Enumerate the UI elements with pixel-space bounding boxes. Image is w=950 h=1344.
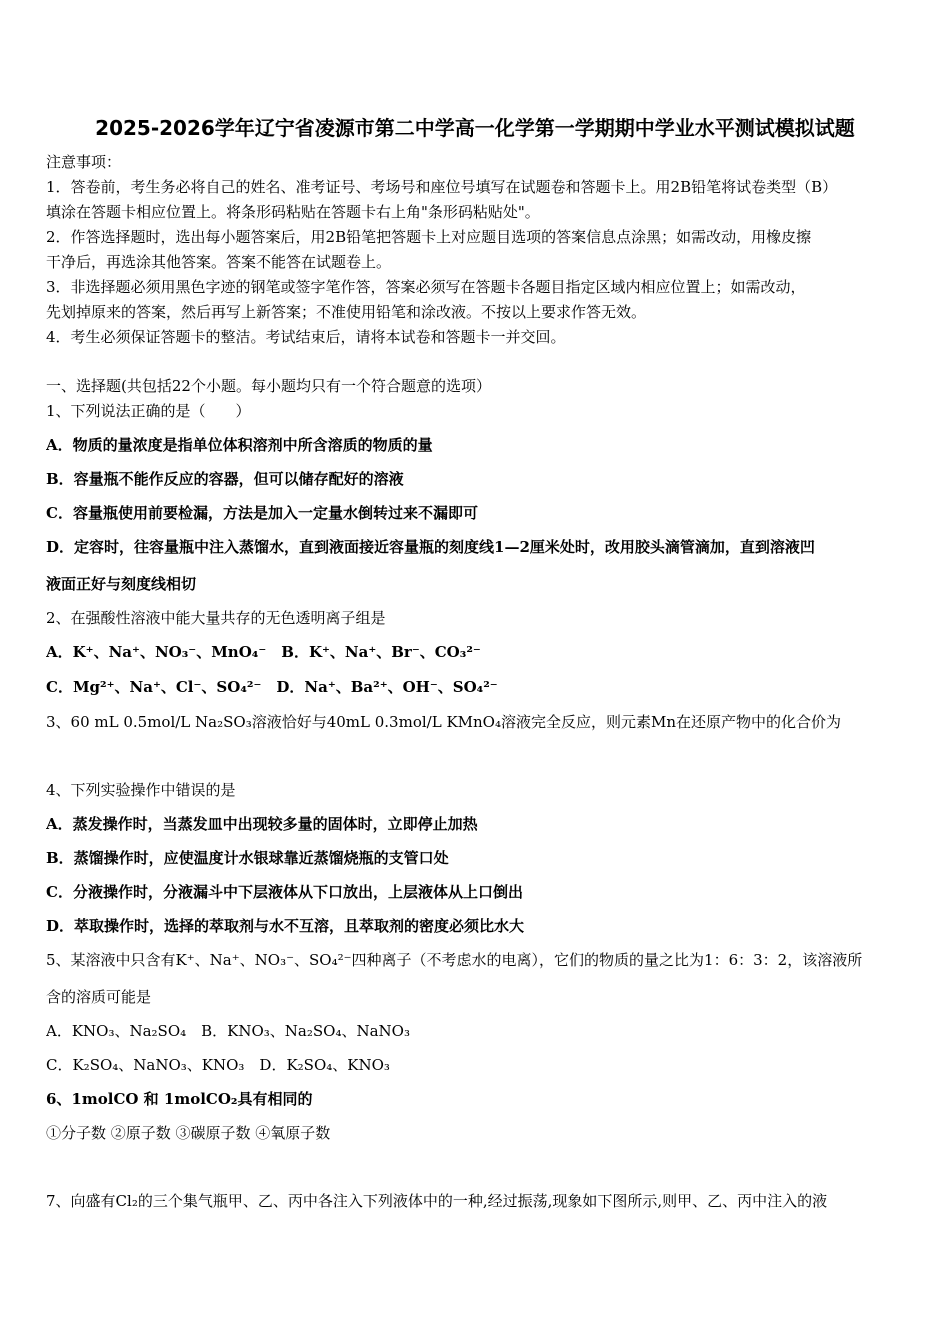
notice-line: 4．考生必须保证答题卡的整洁。考试结束后，请将本试卷和答题卡一并交回。 (46, 328, 566, 346)
question-1-option-d-cont: 液面正好与刻度线相切 (46, 575, 197, 593)
notice-line: 3．非选择题必须用黑色字迹的钢笔或签字笔作答，答案必须写在答题卡各题目指定区域内相应位置上；如需改动， (46, 278, 806, 296)
question-2-options-cd: C．Mg²⁺、Na⁺、Cl⁻、SO₄²⁻ D．Na⁺、Ba²⁺、OH⁻、SO₄²⁻ (46, 678, 498, 696)
question-4-option-d: D．萃取操作时，选择的萃取剂与水不互溶，且萃取剂的密度必须比水大 (46, 917, 525, 935)
question-6-items: ①分子数 ②原子数 ③碳原子数 ④氧原子数 (46, 1124, 331, 1142)
page-title: 2025-2026学年辽宁省凌源市第二中学高一化学第一学期期中学业水平测试模拟试题 (95, 116, 855, 140)
question-1-option-a: A．物质的量浓度是指单位体积溶剂中所含溶质的物质的量 (46, 436, 433, 454)
question-5-options-cd: C．K₂SO₄、NaNO₃、KNO₃ D．K₂SO₄、KNO₃ (46, 1056, 390, 1074)
question-5-stem: 5、某溶液中只含有K⁺、Na⁺、NO₃⁻、SO₄²⁻四种离子（不考虑水的电离），它们的物质的量之比为1：6：3：2，该溶液所 (46, 951, 863, 969)
question-1-option-d: D．定容时，往容量瓶中注入蒸馏水，直到液面接近容量瓶的刻度线1—2厘米处时，改用胶头滴管滴加，直到溶液凹 (46, 538, 815, 556)
question-1-option-c: C．容量瓶使用前要检漏，方法是加入一定量水倒转过来不漏即可 (46, 504, 478, 522)
section-heading: 一、选择题(共包括22个小题。每小题均只有一个符合题意的选项） (46, 377, 491, 395)
question-5-stem-cont: 含的溶质可能是 (46, 988, 152, 1006)
question-4-option-a: A．蒸发操作时，当蒸发皿中出现较多量的固体时，立即停止加热 (46, 815, 478, 833)
question-7-stem: 7、向盛有Cl₂的三个集气瓶甲、乙、丙中各注入下列液体中的一种,经过振荡,现象如下图所示,则甲、乙、丙中注入的液 (46, 1192, 828, 1210)
question-1-stem: 1、下列说法正确的是（ ） (46, 402, 251, 420)
question-3-stem: 3、60 mL 0.5mol/L Na₂SO₃溶液恰好与40mL 0.3mol/L KMnO₄溶液完全反应，则元素Mn在还原产物中的化合价为 (46, 713, 841, 731)
question-1-option-b: B．容量瓶不能作反应的容器，但可以储存配好的溶液 (46, 470, 404, 488)
question-6-stem: 6、1molCO 和 1molCO₂具有相同的 (46, 1090, 313, 1108)
question-2-options-ab: A．K⁺、Na⁺、NO₃⁻、MnO₄⁻ B．K⁺、Na⁺、Br⁻、CO₃²⁻ (46, 643, 481, 661)
question-4-stem: 4、下列实验操作中错误的是 (46, 781, 236, 799)
notice-line: 干净后，再选涂其他答案。答案不能答在试题卷上。 (46, 253, 392, 271)
notice-heading: 注意事项： (46, 153, 122, 171)
question-4-option-b: B．蒸馏操作时，应使温度计水银球靠近蒸馏烧瓶的支管口处 (46, 849, 449, 867)
notice-line: 先划掉原来的答案，然后再写上新答案；不准使用铅笔和涂改液。不按以上要求作答无效。 (46, 303, 647, 321)
notice-line: 2．作答选择题时，选出每小题答案后，用2B铅笔把答题卡上对应题目选项的答案信息点涂黑；如需改动，用橡皮擦 (46, 228, 812, 246)
question-5-options-ab: A．KNO₃、Na₂SO₄ B．KNO₃、Na₂SO₄、NaNO₃ (46, 1022, 410, 1040)
question-4-option-c: C．分液操作时，分液漏斗中下层液体从下口放出，上层液体从上口倒出 (46, 883, 523, 901)
notice-line: 1．答卷前，考生务必将自己的姓名、准考证号、考场号和座位号填写在试题卷和答题卡上。用2B铅笔将试卷类型（B） (46, 178, 838, 196)
notice-line: 填涂在答题卡相应位置上。将条形码粘贴在答题卡右上角"条形码粘贴处"。 (46, 203, 540, 221)
question-2-stem: 2、在强酸性溶液中能大量共存的无色透明离子组是 (46, 609, 386, 627)
